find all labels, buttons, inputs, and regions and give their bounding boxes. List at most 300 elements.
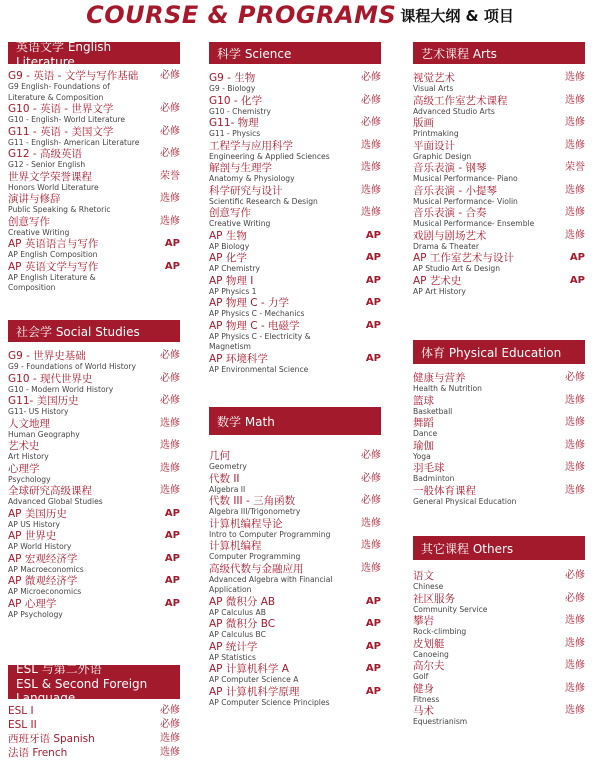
section-header: 数学 Math xyxy=(209,407,381,435)
course-name-cn: 一般体育课程 xyxy=(413,484,476,497)
section-header xyxy=(8,661,180,705)
course-name-en: AP Microeconomics xyxy=(8,587,82,596)
course-status-badge: 必修 xyxy=(565,372,585,383)
course-status-badge: 必修 xyxy=(160,70,180,81)
course-name-cn: 人文地理 xyxy=(8,417,50,430)
course-item xyxy=(8,373,180,396)
course-item xyxy=(413,252,585,275)
course-status-badge: 必修 xyxy=(361,495,381,506)
course-item xyxy=(413,140,585,163)
course-item xyxy=(8,171,180,194)
course-name-en: Musical Performance- Violin xyxy=(413,196,518,206)
course-name-en: G10 - Chemistry xyxy=(209,106,271,116)
course-name-en: AP Calculus BC xyxy=(209,630,266,639)
course-item xyxy=(8,350,180,373)
course-name-en: Anatomy & Physiology xyxy=(209,174,295,183)
course-name-en: Advanced Algebra with Financial Application xyxy=(209,574,333,594)
course-status-badge: 选修 xyxy=(565,637,585,649)
course-item xyxy=(209,518,381,541)
course-status-badge: 选修 xyxy=(565,207,585,218)
course-status-badge: 选修 xyxy=(160,417,180,429)
course-name-cn: 舞蹈 xyxy=(413,417,434,429)
course-status-badge: 选修 xyxy=(565,229,585,241)
course-status-badge: 选修 xyxy=(565,462,585,473)
course-item xyxy=(413,395,585,418)
course-name-en: Computer Programming xyxy=(209,552,301,561)
course-name-cn: 全球研究高级课程 xyxy=(8,485,92,497)
course-name-en: AP Computer Science A xyxy=(209,675,299,684)
course-name-en: Basketball xyxy=(413,406,453,416)
course-name-en: Equestrianism xyxy=(413,717,468,726)
course-name-cn: 音乐表演 - 小提琴 xyxy=(413,184,497,197)
section-physical-education xyxy=(413,340,585,507)
course-item xyxy=(8,598,180,621)
course-name-en: Algebra II xyxy=(209,484,246,494)
course-name-en: Drama & Theater xyxy=(413,241,479,251)
course-name-en: AP Computer Science Principles xyxy=(209,697,330,707)
course-name-cn: 社区服务 xyxy=(413,592,455,605)
course-name-en: G11 - English- American Literature xyxy=(8,137,140,147)
course-item xyxy=(209,596,381,619)
course-name-en: AP Physics C - Electricity & Magnetism xyxy=(209,331,311,351)
course-status-badge: 选修 xyxy=(565,417,585,428)
course-name-cn: AP 计算机科学 A xyxy=(209,663,289,675)
course-status-badge: 必修 xyxy=(361,472,381,484)
course-status-badge: 荣誉 xyxy=(565,162,585,173)
course-name-en: Musical Performance- Piano xyxy=(413,174,518,183)
course-name-en: Art History xyxy=(8,452,49,461)
course-name-en: G12 - Senior English xyxy=(8,160,86,169)
course-name-en: Psychology xyxy=(8,474,51,484)
course-item xyxy=(413,462,585,485)
course-name-en: Advanced Studio Arts xyxy=(413,106,495,116)
course-item xyxy=(413,485,585,508)
title-english: COURSE & PROGRAMS xyxy=(86,1,397,29)
course-name-en: Algebra III/Trigonometry xyxy=(209,507,301,516)
course-status-badge: 选修 xyxy=(565,439,585,451)
course-item xyxy=(209,207,381,230)
course-item xyxy=(413,72,585,95)
course-name-cn: 计算机编程 xyxy=(209,540,262,552)
course-name-en: Badminton xyxy=(413,474,455,483)
course-name-en: Graphic Design xyxy=(413,151,472,161)
course-name-cn: 科学研究与设计 xyxy=(209,184,283,197)
course-name-en: Rock-climbing xyxy=(413,627,467,636)
course-item xyxy=(8,216,180,239)
course-name-cn: ESL II xyxy=(8,719,37,731)
course-status-badge: AP xyxy=(365,252,381,263)
course-status-badge: 选修 xyxy=(160,193,180,204)
section-science xyxy=(209,42,381,375)
course-name-cn: G9 - 英语 - 文学与写作基础 xyxy=(8,70,139,82)
course-item xyxy=(413,372,585,395)
course-name-cn: AP 物理 I xyxy=(209,274,254,287)
course-status-badge: 选修 xyxy=(361,517,381,529)
course-status-badge: AP xyxy=(365,663,381,674)
course-name-en: Intro to Computer Programming xyxy=(209,529,331,539)
course-item xyxy=(209,95,381,118)
course-name-cn: AP 微观经济学 xyxy=(8,575,78,587)
course-name-en: AP Art History xyxy=(413,286,466,296)
course-status-badge: 必修 xyxy=(160,719,180,730)
course-name-en: AP Biology xyxy=(209,241,250,251)
course-status-badge: 选修 xyxy=(361,207,381,218)
course-item xyxy=(8,261,180,294)
course-name-cn: 攀岩 xyxy=(413,615,434,627)
course-item xyxy=(413,593,585,616)
course-item xyxy=(209,540,381,563)
course-item xyxy=(8,103,180,126)
course-name-cn: G9 - 世界史基础 xyxy=(8,350,86,362)
course-status-badge: 必修 xyxy=(160,372,180,384)
course-name-en: AP US History xyxy=(8,519,60,529)
course-status-badge: 选修 xyxy=(565,139,585,151)
course-status-badge: AP xyxy=(164,552,180,564)
course-status-badge: AP xyxy=(365,352,381,364)
course-name-en: AP Psychology xyxy=(8,609,63,619)
course-status-badge: 选修 xyxy=(565,94,585,106)
course-item xyxy=(8,575,180,598)
course-name-cn: 羽毛球 xyxy=(413,462,445,474)
course-name-en: Musical Performance- Ensemble xyxy=(413,219,535,228)
course-name-en: G9 English- Foundations of Literature & Composition xyxy=(8,82,110,102)
course-status-badge: 选修 xyxy=(565,615,585,626)
course-name-cn: 戏剧与剧场艺术 xyxy=(413,229,487,242)
course-status-badge: 选修 xyxy=(565,705,585,716)
course-status-badge: 选修 xyxy=(565,484,585,496)
course-item xyxy=(8,485,180,508)
course-name-cn: 代数 III - 三角函数 xyxy=(209,495,296,507)
course-item xyxy=(209,230,381,253)
section-header: 其它课程 Others xyxy=(413,536,585,560)
course-name-en: Geometry xyxy=(209,462,247,471)
course-status-badge: 必修 xyxy=(160,350,180,361)
course-name-cn: 平面设计 xyxy=(413,139,455,152)
course-item xyxy=(209,252,381,275)
section-arts xyxy=(413,42,585,297)
course-name-cn: 解剖与生理学 xyxy=(209,162,272,174)
course-name-en: AP Physics 1 xyxy=(209,286,257,296)
course-item xyxy=(8,193,180,216)
course-item xyxy=(209,563,381,596)
course-name-en: G10 - Modern World History xyxy=(8,384,114,394)
course-item xyxy=(8,440,180,463)
course-item xyxy=(413,185,585,208)
course-item xyxy=(209,663,381,686)
course-name-cn: G11 - 英语 - 美国文学 xyxy=(8,125,114,138)
course-name-en: AP Chemistry xyxy=(209,264,261,273)
course-status-badge: 必修 xyxy=(361,72,381,83)
course-item xyxy=(8,530,180,553)
course-item xyxy=(209,618,381,641)
course-name-cn: 世界文学荣誉课程 xyxy=(8,170,92,183)
course-name-cn: 西班牙语 Spanish xyxy=(8,733,95,745)
course-name-cn: 版画 xyxy=(413,117,434,129)
course-name-en: Advanced Global Studies xyxy=(8,497,103,506)
course-item xyxy=(209,353,381,376)
course-item xyxy=(209,162,381,185)
section-header: 艺术课程 Arts xyxy=(413,42,585,64)
course-item xyxy=(8,238,180,261)
course-item xyxy=(8,705,180,717)
course-name-cn: 健身 xyxy=(413,682,434,695)
course-status-badge: 必修 xyxy=(160,148,180,159)
course-status-badge: AP xyxy=(164,597,180,609)
course-status-badge: AP xyxy=(164,507,180,519)
course-status-badge: 选修 xyxy=(565,660,585,671)
course-item xyxy=(209,140,381,163)
course-status-badge: 必修 xyxy=(361,94,381,106)
course-name-cn: 心理学 xyxy=(8,462,40,475)
course-name-en: Fitness xyxy=(413,694,440,704)
course-status-badge: 选修 xyxy=(565,117,585,128)
course-item xyxy=(8,148,180,171)
course-status-badge: AP xyxy=(164,260,180,272)
course-name-en: G9 - Foundations of World History xyxy=(8,362,136,371)
course-name-cn: AP 微积分 AB xyxy=(209,595,276,608)
course-status-badge: AP xyxy=(365,640,381,652)
course-item xyxy=(8,508,180,531)
course-item xyxy=(8,553,180,576)
section-english-literature xyxy=(8,39,180,294)
course-item xyxy=(209,641,381,664)
course-name-en: Public Speaking & Rhetoric xyxy=(8,205,111,214)
course-item xyxy=(209,72,381,95)
course-status-badge: 必修 xyxy=(160,125,180,137)
course-item xyxy=(413,207,585,230)
course-name-cn: 音乐表演 - 合奏 xyxy=(413,207,487,219)
course-item xyxy=(413,162,585,185)
course-name-en: AP Environmental Science xyxy=(209,364,309,374)
course-status-badge: 必修 xyxy=(361,450,381,461)
title-chinese: 课程大纲 & 项目 xyxy=(400,6,514,25)
course-name-en: AP Studio Art & Design xyxy=(413,264,501,273)
course-name-cn: 几何 xyxy=(209,450,230,462)
course-item xyxy=(413,230,585,253)
course-status-badge: AP xyxy=(365,595,381,607)
section-header: 英语文学 English Literature xyxy=(8,42,180,64)
course-status-badge: AP xyxy=(365,685,381,697)
course-name-cn: 篮球 xyxy=(413,394,434,407)
course-name-cn: 音乐表演 - 钢琴 xyxy=(413,162,487,174)
course-name-cn: 高尔夫 xyxy=(413,660,445,672)
course-status-badge: AP xyxy=(569,274,585,286)
course-name-en: Creative Writing xyxy=(8,227,70,237)
course-item xyxy=(209,275,381,298)
course-name-cn: AP 美国历史 xyxy=(8,507,67,520)
course-status-badge: 必修 xyxy=(160,705,180,716)
course-status-badge: 选修 xyxy=(361,139,381,151)
course-name-en: AP Calculus AB xyxy=(209,607,266,617)
course-item xyxy=(413,705,585,728)
course-item xyxy=(209,185,381,208)
course-status-badge: AP xyxy=(164,575,180,586)
course-name-en: Golf xyxy=(413,672,429,681)
course-status-badge: AP xyxy=(365,274,381,286)
course-item xyxy=(413,275,585,298)
course-status-badge: 选修 xyxy=(565,682,585,694)
course-status-badge: 选修 xyxy=(160,215,180,227)
course-item xyxy=(209,686,381,709)
course-name-cn: 创意写作 xyxy=(209,207,251,219)
course-name-en: Dance xyxy=(413,429,438,438)
course-item xyxy=(413,615,585,638)
section-others xyxy=(413,536,585,728)
course-name-cn: AP 世界史 xyxy=(8,530,57,542)
course-name-cn: AP 微积分 BC xyxy=(209,618,276,630)
course-name-en: Visual Arts xyxy=(413,84,454,93)
course-name-en: General Physical Education xyxy=(413,496,517,506)
course-name-cn: G11- 物理 xyxy=(209,117,259,129)
course-name-en: Human Geography xyxy=(8,429,80,439)
course-name-en: Community Service xyxy=(413,604,488,614)
course-status-badge: 选修 xyxy=(160,462,180,474)
course-name-cn: ESL I xyxy=(8,705,34,717)
section-esl xyxy=(8,661,180,761)
section-header-cn: ESL 与第二外语 xyxy=(16,661,102,676)
course-item xyxy=(413,638,585,661)
course-name-en: Chinese xyxy=(413,582,444,591)
course-status-badge: 必修 xyxy=(565,592,585,604)
course-item xyxy=(413,95,585,118)
course-name-cn: AP 英语语言与写作 xyxy=(8,238,99,250)
course-name-cn: 高级代数与金融应用 xyxy=(209,562,304,575)
course-item xyxy=(209,320,381,353)
course-name-cn: G10 - 英语 - 世界文学 xyxy=(8,103,114,115)
section-math xyxy=(209,407,381,708)
course-name-cn: AP 物理 C - 力学 xyxy=(209,297,289,309)
course-name-cn: 视觉艺术 xyxy=(413,72,455,84)
course-name-cn: 健康与营养 xyxy=(413,372,466,384)
course-item xyxy=(413,683,585,706)
course-name-cn: 演讲与修辞 xyxy=(8,193,61,205)
course-name-cn: 创意写作 xyxy=(8,215,50,228)
course-item xyxy=(8,733,180,745)
course-name-cn: AP 艺术史 xyxy=(413,274,462,287)
course-name-cn: AP 计算机科学原理 xyxy=(209,685,300,698)
course-name-cn: G10 - 化学 xyxy=(209,94,262,107)
course-name-en: Scientific Research & Design xyxy=(209,196,318,206)
course-name-en: Printmaking xyxy=(413,129,459,138)
course-status-badge: 选修 xyxy=(160,733,180,744)
course-name-cn: 代数 II xyxy=(209,472,240,485)
course-name-cn: 工程学与应用科学 xyxy=(209,139,293,152)
course-item xyxy=(413,570,585,593)
course-status-badge: 荣誉 xyxy=(160,170,180,182)
course-name-en: AP Statistics xyxy=(209,652,256,662)
course-name-en: Canoeing xyxy=(413,649,449,659)
course-name-cn: AP 英语文学与写作 xyxy=(8,260,99,273)
course-status-badge: 选修 xyxy=(160,747,180,758)
course-name-cn: AP 统计学 xyxy=(209,640,258,653)
course-name-cn: AP 生物 xyxy=(209,229,247,242)
course-item xyxy=(209,495,381,518)
course-name-cn: AP 化学 xyxy=(209,252,247,264)
course-name-en: AP World History xyxy=(8,542,72,551)
course-name-en: Yoga xyxy=(413,451,431,461)
course-item xyxy=(209,473,381,496)
course-name-en: Honors World Literature xyxy=(8,182,99,192)
course-item xyxy=(8,126,180,149)
course-item xyxy=(8,70,180,103)
course-status-badge: 选修 xyxy=(160,485,180,496)
course-status-badge: 选修 xyxy=(565,184,585,196)
section-header: 社会学 Social Studies xyxy=(8,320,180,342)
course-name-cn: AP 工作室艺术与设计 xyxy=(413,252,514,264)
course-name-cn: G12 - 高级英语 xyxy=(8,148,82,160)
page-title xyxy=(0,0,600,30)
course-name-cn: AP 环境科学 xyxy=(209,352,268,365)
course-name-cn: 艺术史 xyxy=(8,440,40,452)
course-item xyxy=(8,418,180,441)
course-status-badge: 选修 xyxy=(361,184,381,196)
course-name-en: AP English Composition xyxy=(8,250,98,259)
course-name-en: Health & Nutrition xyxy=(413,384,482,393)
course-name-en: AP Physics C - Mechanics xyxy=(209,309,305,318)
course-name-cn: AP 宏观经济学 xyxy=(8,552,78,565)
course-status-badge: AP xyxy=(164,238,180,249)
course-status-badge: 选修 xyxy=(361,540,381,551)
course-name-en: G9 - Biology xyxy=(209,84,256,93)
course-name-cn: 语文 xyxy=(413,570,434,582)
course-name-cn: 计算机编程导论 xyxy=(209,517,283,530)
course-status-badge: 必修 xyxy=(565,570,585,581)
course-item xyxy=(209,450,381,473)
course-item xyxy=(8,747,180,759)
course-name-en: G11- US History xyxy=(8,407,69,416)
course-status-badge: AP xyxy=(164,530,180,541)
course-item xyxy=(413,660,585,683)
course-name-cn: AP 物理 C - 电磁学 xyxy=(209,319,300,332)
course-status-badge: 选修 xyxy=(160,440,180,451)
course-item xyxy=(8,395,180,418)
course-status-badge: 必修 xyxy=(361,117,381,128)
section-social-studies xyxy=(8,320,180,620)
course-status-badge: AP xyxy=(365,319,381,331)
section-header-en: ESL & Second Foreign Language xyxy=(16,676,148,705)
course-name-cn: G9 - 生物 xyxy=(209,72,256,84)
course-name-cn: 高级工作室艺术课程 xyxy=(413,94,508,107)
course-item xyxy=(413,440,585,463)
course-name-cn: 瑜伽 xyxy=(413,439,434,452)
course-name-cn: 马术 xyxy=(413,705,434,717)
course-status-badge: AP xyxy=(365,297,381,308)
course-name-en: G10 - English- World Literature xyxy=(8,115,126,124)
course-name-cn: G11- 美国历史 xyxy=(8,395,79,407)
course-status-badge: AP xyxy=(365,618,381,629)
course-name-cn: AP 心理学 xyxy=(8,597,57,610)
course-name-cn: G10 - 现代世界史 xyxy=(8,372,93,385)
course-item xyxy=(209,297,381,320)
course-item xyxy=(413,417,585,440)
course-name-cn: 皮划艇 xyxy=(413,637,445,650)
course-status-badge: 必修 xyxy=(160,395,180,406)
course-name-en: G11 - Physics xyxy=(209,129,261,138)
section-header: 科学 Science xyxy=(209,42,381,64)
course-name-cn: 法语 French xyxy=(8,747,68,759)
course-name-en: Creative Writing xyxy=(209,219,271,228)
course-status-badge: 选修 xyxy=(565,72,585,83)
course-item xyxy=(8,719,180,731)
course-status-badge: 必修 xyxy=(160,103,180,114)
course-status-badge: 选修 xyxy=(565,394,585,406)
course-item xyxy=(209,117,381,140)
course-status-badge: 选修 xyxy=(361,562,381,574)
course-name-en: AP Macroeconomics xyxy=(8,564,84,574)
course-status-badge: AP xyxy=(569,252,585,263)
course-item xyxy=(413,117,585,140)
course-name-en: AP English Literature & Composition xyxy=(8,272,96,292)
